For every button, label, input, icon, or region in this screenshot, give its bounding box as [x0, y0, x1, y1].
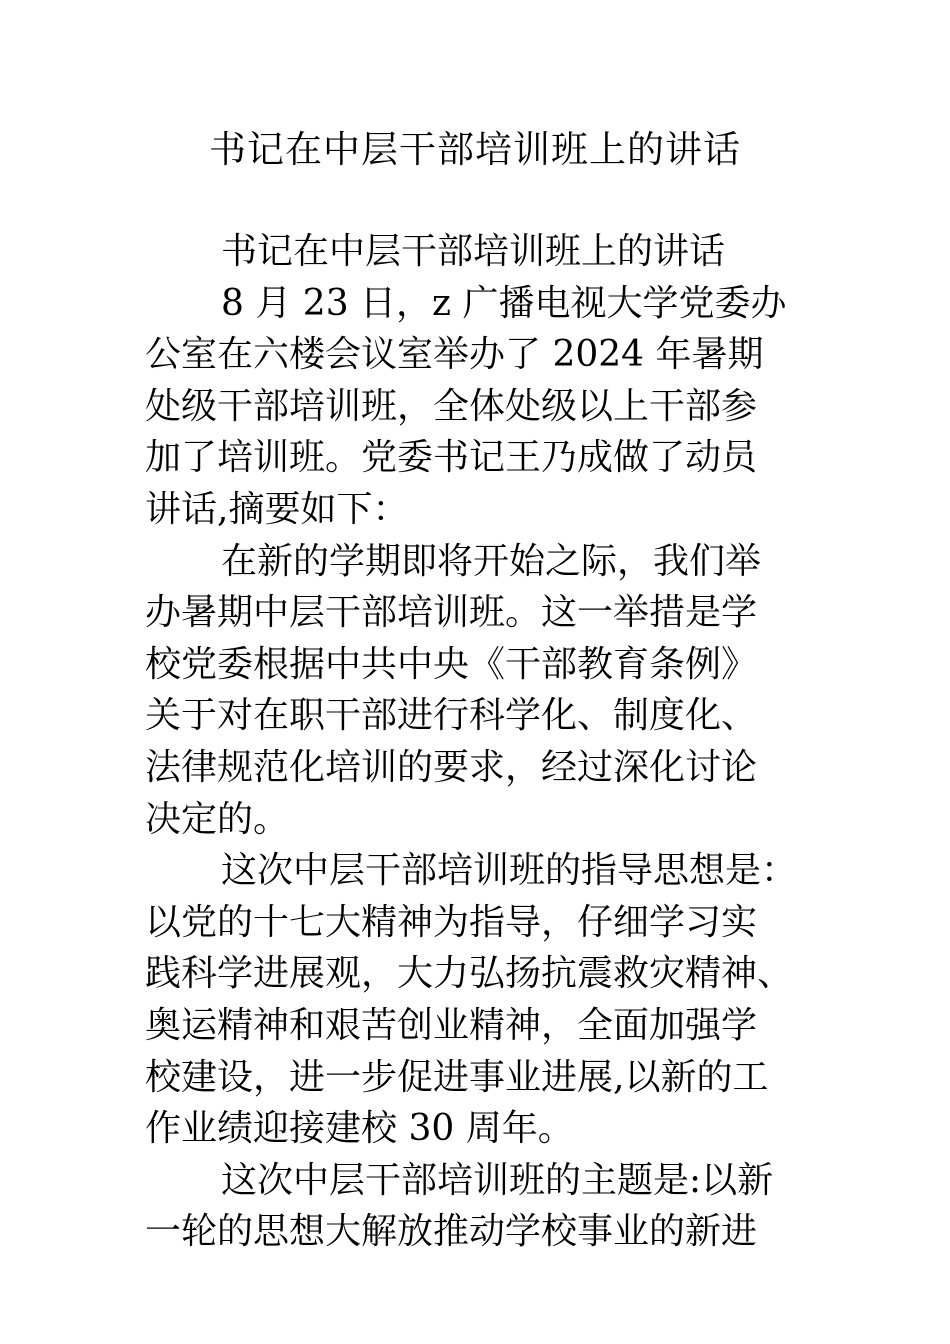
text-line: 公室在六楼会议室举办了 2024 年暑期 — [145, 334, 764, 376]
paragraph-intro — [145, 278, 845, 536]
text-line: 校党委根据中共中央《干部教育条例》 — [145, 643, 758, 685]
text-line: 奥运精神和艰苦创业精神，全面加强学 — [145, 1004, 758, 1046]
document-title: 书记在中层干部培训班上的讲话 — [209, 128, 741, 171]
text-line: 在新的学期即将开始之际，我们举 — [221, 540, 762, 582]
text-line: 决定的。 — [145, 798, 290, 840]
text-line: 以党的十七大精神为指导，仔细学习实 — [145, 901, 758, 943]
paragraph-heading-repeat — [145, 226, 845, 278]
paragraph-purpose — [145, 536, 845, 846]
paragraph-guiding-thought — [145, 845, 845, 1155]
text-line: 办暑期中层干部培训班。这一举措是学 — [145, 592, 758, 634]
text-line: 加了培训班。党委书记王乃成做了动员 — [145, 437, 758, 479]
text-line: 书记在中层干部培训班上的讲话 — [221, 231, 726, 272]
text-line: 这次中层干部培训班的主题是:以新 — [221, 1159, 774, 1201]
text-line: 关于对在职干部进行科学化、制度化、 — [145, 695, 758, 737]
text-line: 一轮的思想大解放推动学校事业的新进 — [145, 1211, 758, 1253]
text-line: 8 月 23 日，z 广播电视大学党委办 — [221, 282, 787, 324]
document-body — [145, 226, 845, 1258]
text-line: 法律规范化培训的要求，经过深化讨论 — [145, 746, 758, 788]
text-line: 处级干部培训班，全体处级以上干部参 — [145, 385, 758, 427]
paragraph-theme — [145, 1155, 845, 1258]
text-line: 作业绩迎接建校 30 周年。 — [145, 1108, 574, 1150]
text-line: 这次中层干部培训班的指导思想是： — [221, 850, 798, 892]
text-line: 讲话,摘要如下： — [145, 488, 409, 530]
text-line: 校建设，进一步促进事业进展,以新的工 — [145, 1056, 769, 1098]
text-line: 践科学进展观，大力弘扬抗震救灾精神、 — [145, 953, 794, 995]
